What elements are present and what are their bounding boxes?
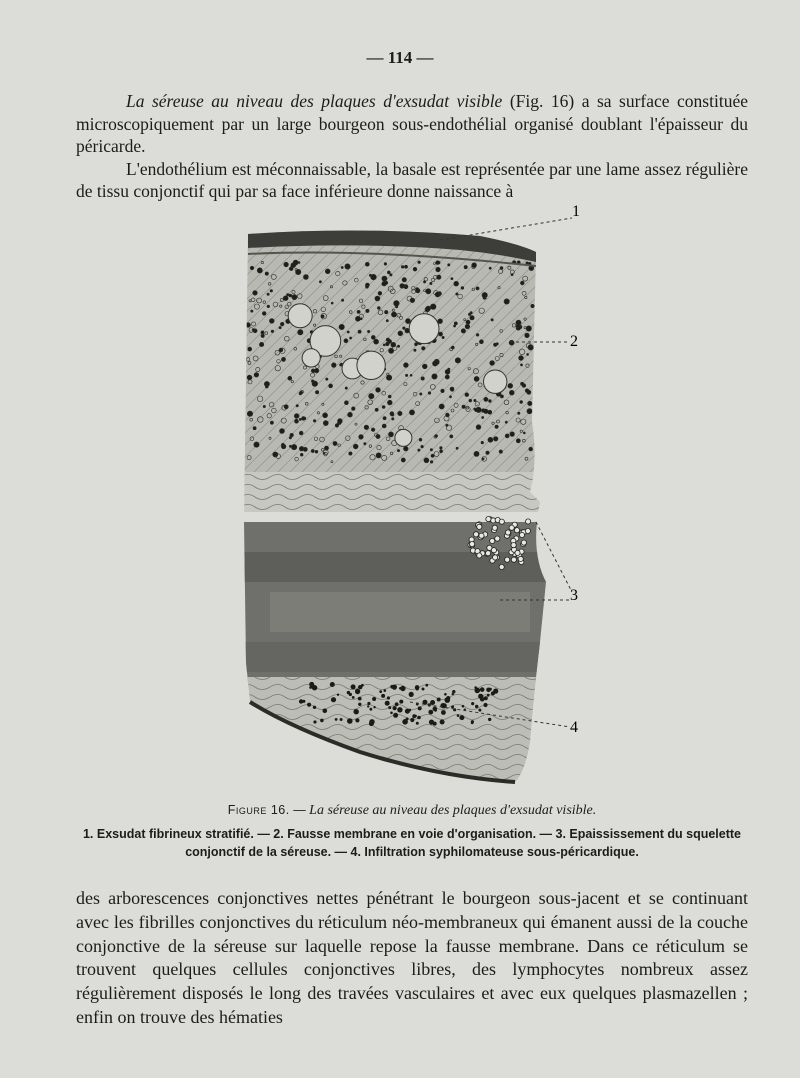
paragraph-3: des arborescences conjonctives nettes pénétrant le bourgeon sous-jacent et se continuant avec les fibrilles conjonctives du réticulum néo-membraneux qui émanent aussi de la couche conjonctive de la séreuse sur laquelle repose la fausse membrane. Dans ce réticulum se trouvent quelques cellules conjonctives libres, des lymphocytes nombreux assez régulièrement disposés le long des travées vasculaires et avec eux quelques plasmazellen ; enfin on trouve des hématies (76, 888, 748, 1027)
paragraph-2: L'endothélium est méconnaissable, la basale est représentée par une lame assez régulière de tissu conjonctif qui par sa face inférieure donne naissance à (76, 158, 748, 201)
caption-separator: — (289, 803, 310, 817)
histology-figure (240, 203, 600, 792)
paragraph-1 (76, 90, 748, 158)
page-number: — 114 — (366, 48, 434, 67)
histology-illustration (240, 203, 600, 792)
lead-italic: La séreuse au niveau des plaques d'exsudat visible (126, 91, 503, 111)
intro-text (76, 90, 748, 203)
figure-label-2: 2 (570, 333, 578, 350)
figure-label-1: 1 (572, 203, 580, 220)
continuation-text (76, 887, 748, 1030)
figure-number: Figure 16. (227, 803, 290, 817)
figure-title: La séreuse au niveau des plaques d'exsudat visible. (309, 803, 597, 818)
figure-caption-title (76, 803, 748, 819)
figure-label-3: 3 (570, 587, 578, 604)
figure-legend: 1. Exsudat fibrineux stratifié. — 2. Fausse membrane en voie d'organisation. — 3. Epaississement du squelette conjonctif de la séreuse. — 4. Infiltration syphilomateuse sous-péricardique. (82, 827, 742, 859)
figure-label-4: 4 (570, 719, 578, 736)
lead-rest: (Fig. 16) a sa surface constituée microscopiquement par un large bourgeon sous-endothélial organisé doublant l'épaisseur du péricarde. (76, 91, 748, 156)
